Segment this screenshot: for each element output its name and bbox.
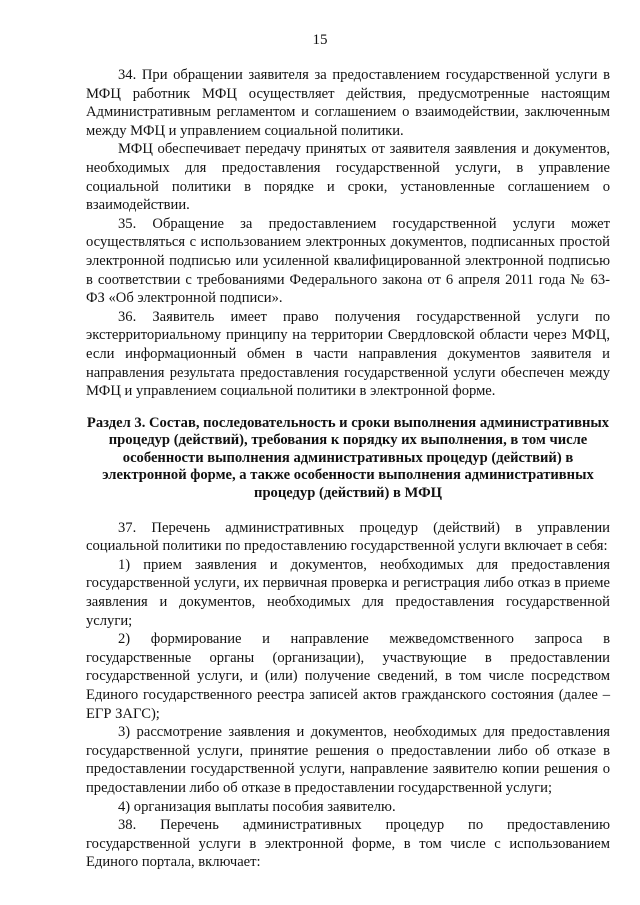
paragraph-36: 36. Заявитель имеет право получения государственной услуги по экстерриториальному принципу на территории Свердловской области через МФЦ, если информационный обмен в части направления документов заявителя и направления результата предоставления государственной услуги обеспечен между МФЦ и управлением социальной политики в электронной форме. [86,308,610,400]
list-item-1: 1) прием заявления и документов, необходимых для предоставления государственной услуги, их первичная проверка и регистрация либо отказ в приеме заявления и документов, необходимых для предоставления государственной услуги; [86,556,610,629]
paragraph-35: 35. Обращение за предоставлением государственной услуги может осуществляться с использованием электронных документов, подписанных простой электронной подписью или усиленной квалифицированной электронной подписью в соответствии с требованиями Федерального закона от 6 апреля 2011 года № 63-ФЗ «Об электронной подписи». [86,215,610,307]
list-item-2: 2) формирование и направление межведомственного запроса в государственные органы (организации), участвующие в предоставлении государственной услуги, и (или) получение сведений, в том числе посредством Единого государственного реестра записей актов гражданского состояния (далее – ЕГР ЗАГС); [86,631,610,722]
list-item-4: 4) организация выплаты пособия заявителю. [118,798,396,815]
paragraph-mfc-transfer: МФЦ обеспечивает передачу принятых от заявителя заявления и документов, необходимых для предоставления государственной услуги, в управление социальной политики в порядке и сроки, установленные соглашением о взаимодействии. [86,141,610,214]
list-item-3: 3) рассмотрение заявления и документов, необходимых для предоставления государственной услуги, принятие решения о предоставлении либо об отказе в предоставлении государственной услуги, направление заявителю копии решения о предоставлении либо об отказе в предоставлении государственной услуги; [86,724,610,796]
section-3-title: Раздел 3. Состав, последовательность и сроки выполнения административных процедур (действий), требования к порядку их выполнения, в том числе особенности выполнения административных процедур (действий) в электронной форме, а также особенности выполнения административных процедур (действий) в МФЦ [86,414,610,502]
paragraph-38: 38. Перечень административных процедур по предоставлению государственной услуги в электронной форме, в том числе с использованием Единого портала, включает: [86,817,610,871]
document-body [86,66,610,872]
paragraph-37: 37. Перечень административных процедур (действий) в управлении социальной политики по предоставлению государственной услуги включает в себя: [86,519,610,555]
page-number: 15 [312,32,328,48]
paragraph-34: 34. При обращении заявителя за предоставлением государственной услуги в МФЦ работник МФЦ осуществляет действия, предусмотренные настоящим Административным регламентом и соглашением о взаимодействии, заключенным между МФЦ и управлением социальной политики. [86,67,610,139]
